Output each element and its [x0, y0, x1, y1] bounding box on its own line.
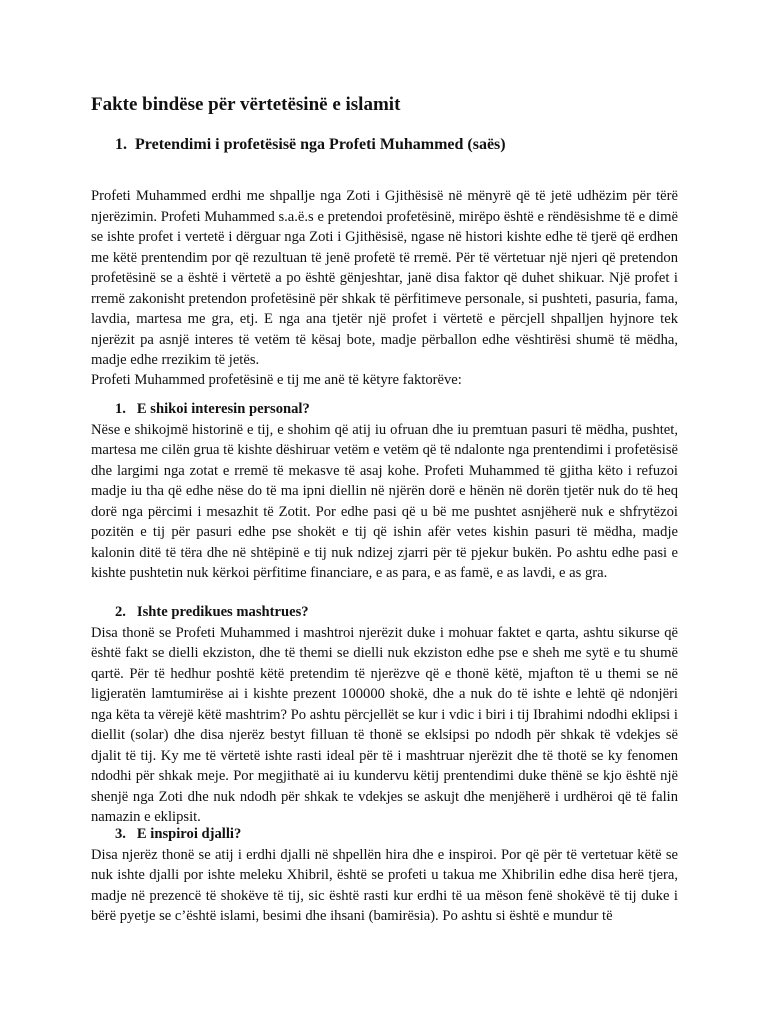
intro-paragraph: Profeti Muhammed erdhi me shpallje nga Zoti i Gjithësisë në mënyrë që të jetë udhëzim për tërë njerëzimin. Profeti Muhammed s.a.ë.s e pretendoi profetësinë, mirëpo është e rëndësishme të e dimë se ishte profet i vertetë i dërguar nga Zoti i Gjithësisë, ngase në histori kishte edhe të tjerë që erdhen me këtë prentendim por që rezultuan të jenë profetë të rremë. Për të vërtetuar një njeri që pretendon profetësinë se a është i vërtetë a po është gënjeshtar, janë disa faktor që duhet shikuar. Një profet i rremë zakonisht pretendon profetësinë për shkak të përfitimeve personale, si pushteti, pasuria, fama, lavdia, martesa me gra, etj. E nga ana tjetër një profet i vërtetë e përcjell shpalljen hyjnore tek njerëzit pa asnjë interes të vetëm të kësaj bote, madje përballon edhe vështirësi shumë të mëdha, madje edhe rrezikim të jetës.: [91, 188, 678, 368]
subsection-heading: [115, 399, 678, 420]
subsection-number: 2.: [115, 604, 126, 620]
subsection-heading: [115, 824, 678, 845]
section-number: 1.: [115, 136, 127, 153]
subsection-devil-inspiration: [91, 824, 678, 927]
subsection-body: Disa thonë se Profeti Muhammed i mashtroi njerëzit duke i mohuar faktet e qarta, ashtu sikurse që është fakt se dielli ekziston, dhe të themi se dielli nuk ekziston edhe pse e sheh me sytë e tu shumë qartë. Për të hedhur poshtë këtë pretendim të njerëzve që e thonë këtë, mjafton të u themi se në ligjeratën lamtumirëse ai i kishte prezent 100000 shokë, dhe a nuk do të ishte e lehtë që ndonjëri nga këta ta vërejë këtë mashtrim? Po ashtu përcjellët se kur i vdic i biri i tij Ibrahimi ndodhi eklipsi i diellit (solar) dhe disa njerëz bestyt filluan të thonë se eklsipsi po ndodh për shkak të vdekjes së djalit të tij. Ky me të vërtetë ishte rasti ideal për të i mashtruar njerëzit dhe të thotë se ky fenomen ndodhi për shkak meje. Por megjithatë ai iu kundervu këtij prentendimi duke thënë se kjo është një shenjë nga Zoti dhe nuk ndodh për shkak te vdekjes se askujt dhe menjëherë i urdhëroi që të falin namazin e eklipsit.: [91, 624, 678, 825]
subsection-number: 1.: [115, 401, 126, 417]
subsection-deceiver: [91, 602, 678, 828]
section-heading: [115, 134, 506, 156]
document-title: Fakte bindëse për vërtetësinë e islamit: [91, 94, 401, 115]
subsection-heading: [115, 602, 678, 623]
section-title: Pretendimi i profetësisë nga Profeti Muhammed (saës): [135, 136, 506, 153]
subsection-personal-interest: [91, 399, 678, 584]
subsection-body: Nëse e shikojmë historinë e tij, e shohim që atij iu ofruan dhe iu premtuan pasuri të mëdha, pushtet, martesa me cilën grua të kishte dëshiruar vetëm e vetëm që të ndalonte nga prentendimi i profetësisë dhe largimi nga zotat e rremë të mekasve të asaj kohe. Profeti Muhammed të gjitha këto i refuzoi madje iu tha që edhe nëse do të ma ipni diellin në njërën dorë e hënën në dorën tjetër nuk do të heq dorë nga përcimi i mesazhit të Zotit. Por edhe pasi që u bë me pushtet asnjëherë nuk e shfrytëzoi pozitën e tij për pasuri edhe pse shokët e tij që ishin afër vetes kishin pasuri të mëdha, madje kalonin ditë të tëra dhe në shtëpinë e tij nuk ndizej zjarri për të pjekur bukën. Po ashtu edhe pasi e kishte pushtetin nuk kërkoi përfitime financiare, e as para, e as famë, e as lavdi, e as gra.: [91, 421, 678, 581]
subsection-title: E shikoi interesin personal?: [136, 401, 310, 417]
subsection-title: Ishte predikues mashtrues?: [136, 604, 309, 620]
subsection-body: Disa njerëz thonë se atij i erdhi djalli në shpellën hira dhe e inspiroi. Por që për të vertetuar këtë se nuk ishte djalli por ishte meleku Xhibril, është se profeti u takua me Xhibrilin edhe disa herë tjera, madje në prezencë të shokëve të tij, sic është rasti kur erdhi të ua mëson fenë shokëvë të tij duke i bërë pyetje se c’është islami, besimi dhe ihsani (bamirësia). Po ashtu si është e mundur të: [91, 846, 678, 924]
factors-intro: Profeti Muhammed profetësinë e tij me anë të këtyre faktorëve:: [91, 372, 462, 388]
subsection-title: E inspiroi djalli?: [136, 826, 242, 842]
subsection-number: 3.: [115, 826, 126, 842]
